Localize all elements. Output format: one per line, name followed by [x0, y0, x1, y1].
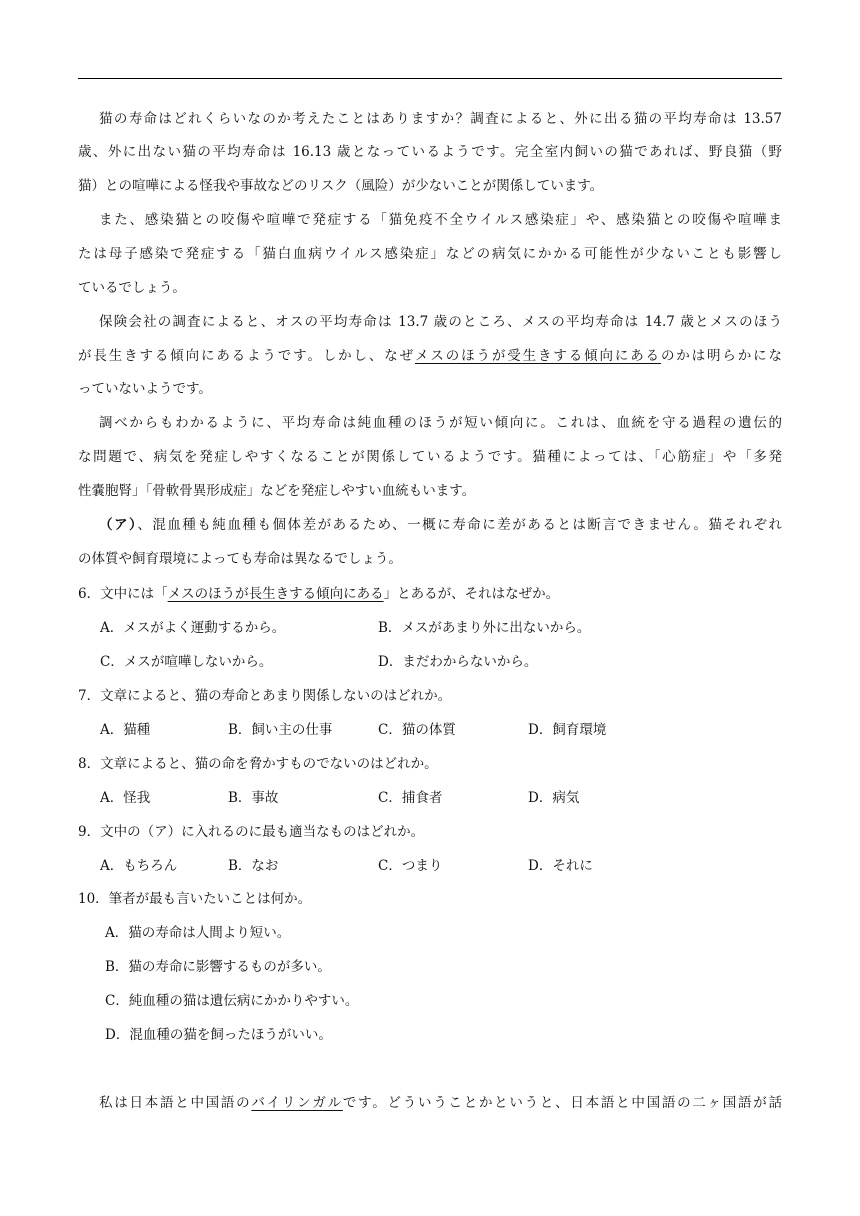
- q6-option-a: A．メスがよく運動するから。: [100, 620, 286, 636]
- p1-line-1: 猫の寿命はどれくらいなのか考えたことはありますか？調査によると、外に出る猫の平均寿命は 13.57: [99, 111, 782, 127]
- p1-line-3: 猫）との喧嘩による怪我や事故などのリスク（風险）が少ないことが関係しています。: [78, 178, 604, 194]
- q9-option-d: D．それに: [528, 858, 593, 874]
- q8-option-d: D．病気: [528, 790, 580, 806]
- q6-stem: [78, 585, 782, 603]
- q10-option-d: D．混血種の猫を飼ったほうがいい。: [105, 1027, 332, 1043]
- q10-option-a: A．猫の寿命は人間より短い。: [105, 925, 291, 941]
- q9-option-a: A．もちろん: [100, 858, 178, 874]
- q7-option-a: A．猫種: [100, 722, 151, 738]
- q9-option-b: B．なお: [228, 858, 279, 874]
- passage-2-line-1: [99, 1094, 782, 1112]
- p3-line-2: [78, 347, 782, 365]
- q8-option-b: B．事故: [228, 790, 279, 806]
- header-rule: [78, 78, 782, 79]
- q7-option-c: C．猫の体質: [378, 722, 456, 738]
- p2-line-2: たは母子感染で発症する「猫白血病ウイルス感染症」などの病気にかかる可能性が少ないことも影響し: [78, 246, 782, 262]
- q6-stem-pre: 6．文中には「: [78, 586, 168, 602]
- q8-stem: 8．文章によると、猫の命を脅かすものでないのはどれか。: [78, 756, 438, 772]
- p3-line-2-post: のかは明らかにな: [660, 348, 782, 364]
- q8-option-a: A．怪我: [100, 790, 151, 806]
- q6-underlined-phrase: メスのほうが長生きする傾向にある: [167, 586, 384, 602]
- q10-stem: 10．筆者が最も言いたいことは何か。: [78, 891, 312, 907]
- q7-option-b: B．飼い主の仕事: [228, 722, 333, 738]
- q6-option-c: C．メスが喧嘩しないから。: [100, 654, 273, 670]
- q9-stem: 9．文中の（ア）に入れるのに最も適当なものはどれか。: [78, 824, 425, 840]
- bilingual-underlined: バイリンガル: [251, 1095, 343, 1111]
- passage-2-post: です。どういうことかというと、日本語と中国語の二ヶ国語が話: [342, 1095, 782, 1111]
- q9-option-c: C．つまり: [378, 858, 443, 874]
- p3-line-1: 保険会社の調査によると、オスの平均寿命は 13.7 歳のところ、メスの平均寿命は 14.7 歳とメスのほう: [99, 314, 782, 330]
- p2-line-3: ているでしょう。: [78, 280, 186, 296]
- p5-line-2: の体質や飼育環境によっても寿命は異なるでしょう。: [78, 551, 402, 567]
- q8-option-c: C．捕食者: [378, 790, 443, 806]
- q6-option-d: D．まだわからないから。: [378, 654, 538, 670]
- p5-line-1: [99, 516, 782, 534]
- q7-option-d: D．飼育環境: [528, 722, 607, 738]
- q6-option-b: B．メスがあまり外に出ないから。: [378, 620, 591, 636]
- p4-line-3: 性嚢胞腎」「骨軟骨異形成症」などを発症しやすい血統もいます。: [78, 483, 476, 499]
- p4-line-2: な問題で、病気を発症しやすくなることが関係しているようです。猫種によっては、「心筋症」や「多発: [78, 449, 782, 465]
- q10-option-c: C．純血種の猫は遺伝病にかかりやすい。: [105, 993, 359, 1009]
- q7-stem: 7．文章によると、猫の寿命とあまり関係しないのはどれか。: [78, 688, 452, 704]
- p2-line-1: また、感染猫との咬傷や喧嘩で発症する「猫免疫不全ウイルス感染症」や、感染猫との咬傷や喧嘩ま: [99, 212, 782, 228]
- p1-line-2: 歳、外に出ない猫の平均寿命は 16.13 歳となっているようです。完全室内飼いの猫であれば、野良猫（野: [78, 144, 782, 160]
- p4-line-1: 調べからもわかるように、平均寿命は純血種のほうが短い傾向に。これは、血統を守る過程の遺伝的: [99, 415, 782, 431]
- q6-stem-post: 」とあるが、それはなぜか。: [383, 586, 560, 602]
- underlined-phrase: メスのほうが受生きする傾向にある: [415, 348, 661, 364]
- q10-option-b: B．猫の寿命に影響するものが多い。: [105, 959, 331, 975]
- blank-a-marker: （ア）: [99, 517, 138, 533]
- passage-2-pre: 私は日本語と中国語の: [99, 1095, 252, 1111]
- p5-line-1-text: 、混血種も純血種も個体差があるため、一概に寿命に差があるとは断言できません。猫それぞれ: [137, 517, 782, 533]
- p3-line-2-pre: が長生きする傾向にあるようです。しかし、なぜ: [78, 348, 416, 364]
- p3-line-3: っていないようです。: [78, 381, 212, 397]
